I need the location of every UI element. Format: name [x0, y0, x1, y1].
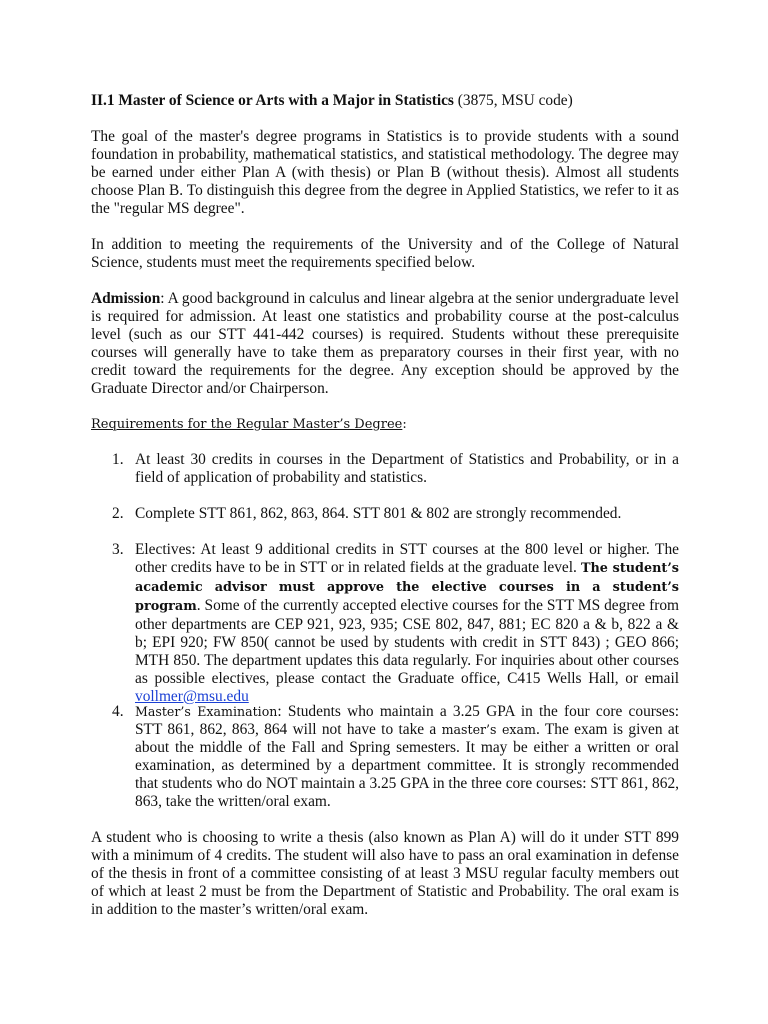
- item-number: 3.: [112, 541, 124, 558]
- section-heading: [91, 92, 679, 110]
- item-text-b: . The exam is given at about the middle of the Fall and Spring semesters. It may be either a written or oral examination, as determined by a department committee. It is strongly recommended that students who do NOT maintain a 3.25 GPA in the three core courses: STT 861, 862, 863, take the written/oral exam.: [135, 721, 679, 810]
- goal-paragraph: The goal of the master's degree programs in Statistics is to provide students with a sound foundation in probability, mathematical statistics, and statistical methodology. The degree may be earned under either Plan A (with thesis) or Plan B (without thesis). Almost all students choose Plan B. To distinguish this degree from the degree in Applied Statistics, we refer to it as the "regular MS degree".: [91, 128, 679, 217]
- requirements-title-text: Requirements for the Regular Master’s Degree: [91, 417, 403, 432]
- email-link[interactable]: vollmer@msu.edu: [135, 688, 249, 705]
- requirement-list-item-2: [91, 505, 679, 523]
- section-code: (3875, MSU code): [457, 92, 573, 109]
- requirement-list-item-1: [91, 451, 679, 487]
- item-text-a: : Students who maintain a 3.25 GPA in the four core courses: STT 861, 862, 863, 864 will not have to take a: [135, 703, 679, 738]
- requirement-item: [91, 703, 679, 811]
- item-number: 2.: [112, 505, 124, 522]
- requirement-list-item-3: [91, 541, 679, 706]
- requirements-title-suffix: :: [402, 417, 407, 432]
- addition-paragraph: In addition to meeting the requirements of the University and of the College of Natural Science, students must meet the requirements specified below.: [91, 236, 679, 271]
- admission-label: Admission: [91, 290, 161, 307]
- item-text: Complete STT 861, 862, 863, 864. STT 801 & 802 are strongly recommended.: [135, 505, 622, 522]
- item-text: At least 30 credits in courses in the Department of Statistics and Probability, or in a field of application of probability and statistics.: [135, 451, 679, 486]
- requirement-item: [91, 541, 679, 706]
- requirements-title: [91, 416, 679, 434]
- section-title: II.1 Master of Science or Arts with a Major in Statistics: [91, 92, 454, 109]
- item-number: 4.: [112, 703, 124, 720]
- admission-paragraph: [91, 290, 679, 398]
- admission-text: : A good background in calculus and linear algebra at the senior undergraduate level is required for admission. At least one statistics and probability course at the post-calculus level (such as our STT 441-442 courses) is required. Students without these prerequisite courses will generally have to take them as preparatory courses in their first year, with no credit toward the requirements for the degree. Any exception should be approved by the Graduate Director and/or Chairperson.: [91, 290, 679, 397]
- requirement-item: [91, 505, 679, 523]
- requirement-list-item-4: [91, 703, 679, 811]
- item-text-b: . Some of the currently accepted elective courses for the STT MS degree from other departments are CEP 921, 923, 935; CSE 802, 847, 881; EC 820 a & b, 822 a & b; EPI 920; FW 850( cannot be used by students with credit in STT 843) ; GEO 866; MTH 850. The department updates this data regularly. For inquiries about other courses as possible electives, please contact the Graduate office, C415 Wells Hall, or email: [135, 597, 679, 687]
- thesis-paragraph: A student who is choosing to write a thesis (also known as Plan A) will do it under STT 899 with a minimum of 4 credits. The student will also have to pass an oral examination in defense of the thesis in front of a committee consisting of at least 3 MSU regular faculty members out of which at least 2 must be from the Department of Statistic and Probability. The oral exam is in addition to the master’s written/oral exam.: [91, 829, 679, 918]
- requirement-item: [91, 451, 679, 487]
- item-text-a: Electives: At least 9 additional credits in STT courses at the 800 level or higher. The other credits have to be in STT or in related fields at the graduate level.: [135, 541, 679, 576]
- item-number: 1.: [112, 451, 124, 468]
- exam-phrase: master’s exam: [441, 722, 536, 737]
- exam-label: Master’s Examination: [135, 704, 278, 719]
- advisor-approval-emphasis: The student’s academic advisor must approve the elective courses in a student’s program: [135, 561, 679, 614]
